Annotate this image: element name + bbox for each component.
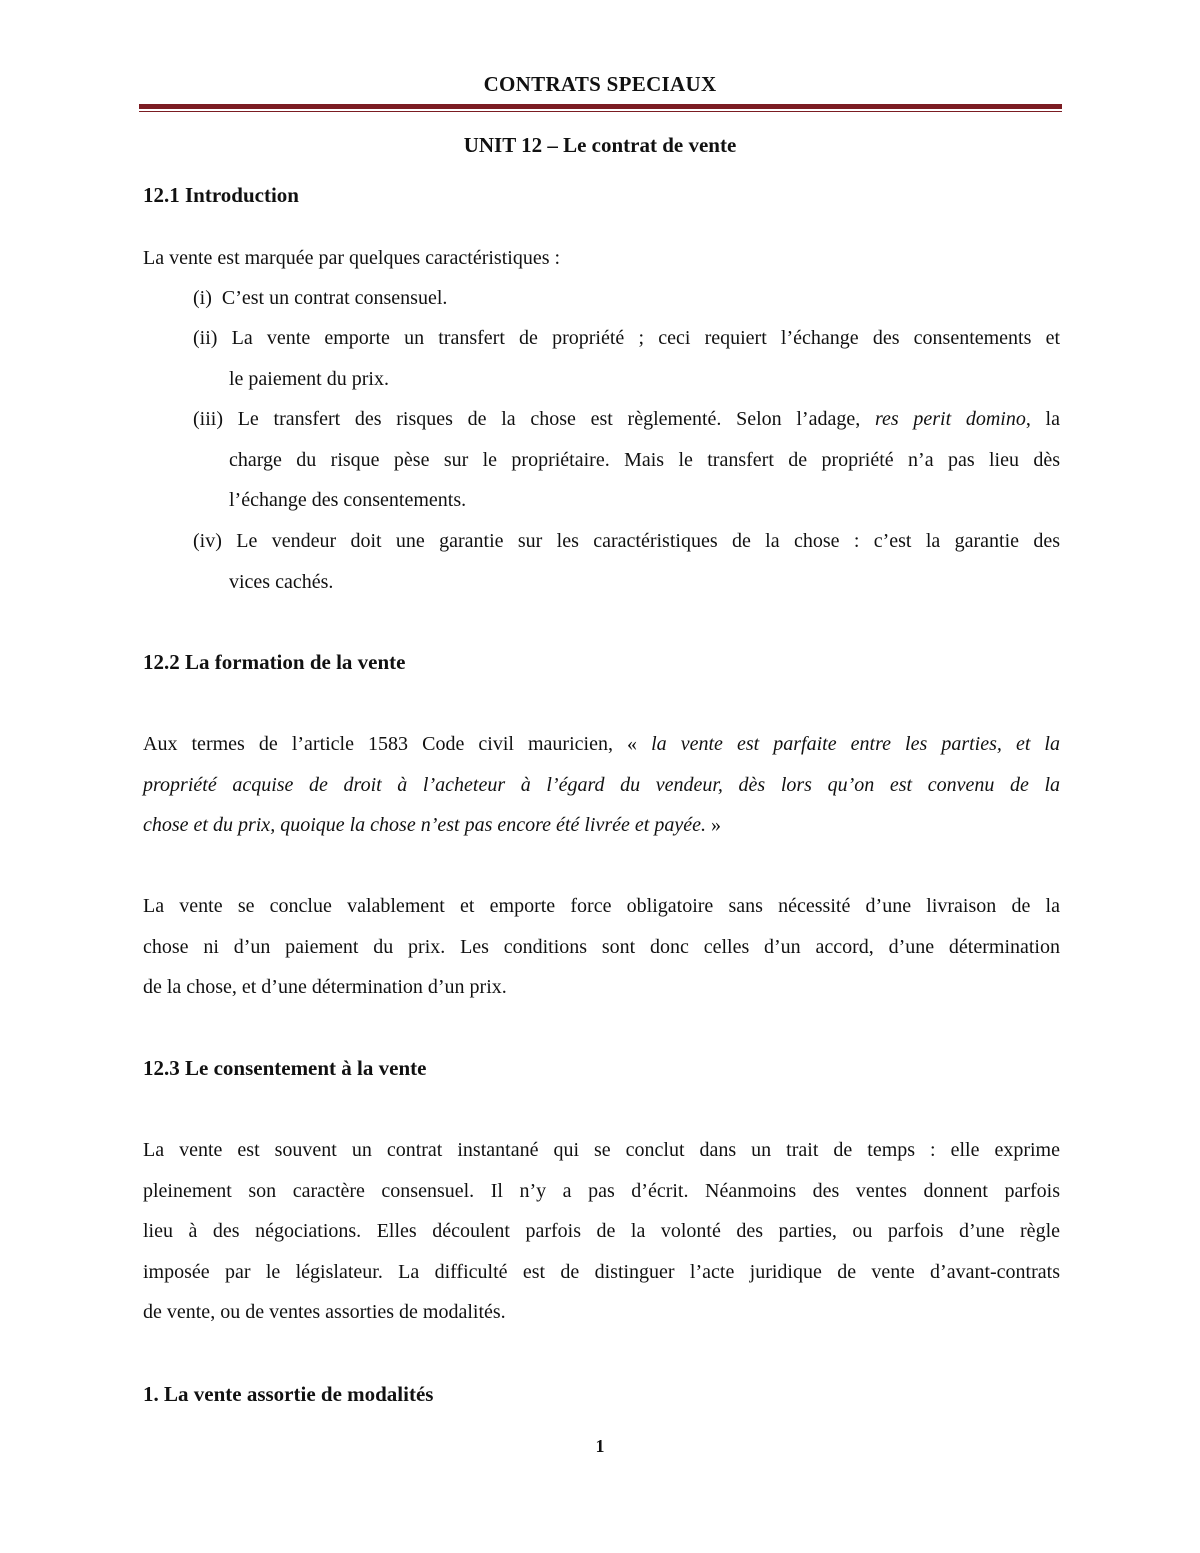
section-heading-consentement: 12.3 Le consentement à la vente	[143, 1056, 427, 1080]
quote-text: la vente est parfaite entre les parties, et la	[651, 733, 1060, 755]
quote-text: chose et du prix, quoique la chose n’est pas encore été livrée et payée.	[143, 814, 706, 836]
list-item-text-continued: le paiement du prix.	[229, 367, 389, 390]
article-quote-paragraph	[143, 724, 1060, 846]
list-marker: (iv)	[193, 530, 222, 552]
page-number: 1	[595, 1436, 605, 1456]
paragraph-line: pleinement son caractère consensuel. Il n’y a pas d’écrit. Néanmoins des ventes donnent parfois	[143, 1179, 1060, 1202]
document-header-title: CONTRATS SPECIAUX	[483, 72, 717, 96]
unit-title: UNIT 12 – Le contrat de vente	[463, 133, 737, 157]
list-item-text-continued: l’échange des consentements.	[229, 489, 467, 511]
list-item-text: La vente emporte un transfert de propriété ; ceci requiert l’échange des consentements et	[231, 327, 1061, 349]
list-item-text-continued: vices cachés.	[229, 570, 334, 593]
paragraph-line: imposée par le législateur. La difficulté est de distinguer l’acte juridique de vente d’avant-contrats	[143, 1260, 1060, 1283]
consentement-paragraph	[143, 1130, 1060, 1333]
list-marker: (ii)	[193, 327, 218, 349]
list-item-text: , la	[1025, 408, 1060, 430]
paragraph-line: de la chose, et d’une détermination d’un prix.	[143, 976, 507, 998]
latin-adage: res perit domino	[874, 408, 1026, 430]
list-item-text-continued: charge du risque pèse sur le propriétaire. Mais le transfert de propriété n’a pas lieu dès	[229, 448, 1060, 471]
list-marker: (iii)	[193, 408, 223, 430]
quote-intro: Aux termes de l’article 1583 Code civil mauricien, «	[143, 733, 652, 755]
subsection-heading-modalites: 1. La vente assortie de modalités	[143, 1382, 434, 1406]
list-marker: (i)	[193, 287, 212, 309]
paragraph-line: lieu à des négociations. Elles découlent parfois de la volonté des parties, ou parfois d’une règle	[143, 1220, 1060, 1242]
list-item	[193, 318, 1060, 399]
header-divider	[139, 104, 1062, 109]
header-divider-thin	[139, 111, 1062, 112]
list-item-text: C’est un contrat consensuel.	[221, 287, 448, 309]
paragraph-line: La vente se conclue valablement et emporte force obligatoire sans nécessité d’une livraison de la	[143, 895, 1060, 917]
list-item-text: Le vendeur doit une garantie sur les caractéristiques de la chose : c’est la garantie des	[236, 530, 1061, 552]
list-item-text: Le transfert des risques de la chose est règlementé. Selon l’adage,	[237, 408, 875, 430]
paragraph-line: La vente est souvent un contrat instantané qui se conclut dans un trait de temps : elle exprime	[143, 1139, 1060, 1161]
section-heading-formation: 12.2 La formation de la vente	[143, 650, 406, 674]
quote-text: propriété acquise de droit à l’acheteur à l’égard du vendeur, dès lors qu’on est convenu de la	[143, 773, 1060, 796]
paragraph-line: chose ni d’un paiement du prix. Les conditions sont donc celles d’un accord, d’une détermination	[143, 935, 1060, 958]
quote-close: »	[705, 814, 721, 836]
list-item	[193, 521, 1060, 602]
list-item	[193, 399, 1060, 521]
intro-lead-text: La vente est marquée par quelques caractéristiques :	[143, 247, 561, 269]
formation-paragraph	[143, 886, 1060, 1008]
section-heading-introduction: 12.1 Introduction	[143, 183, 299, 207]
list-item	[193, 278, 1060, 319]
paragraph-line: de vente, ou de ventes assorties de modalités.	[143, 1301, 506, 1323]
